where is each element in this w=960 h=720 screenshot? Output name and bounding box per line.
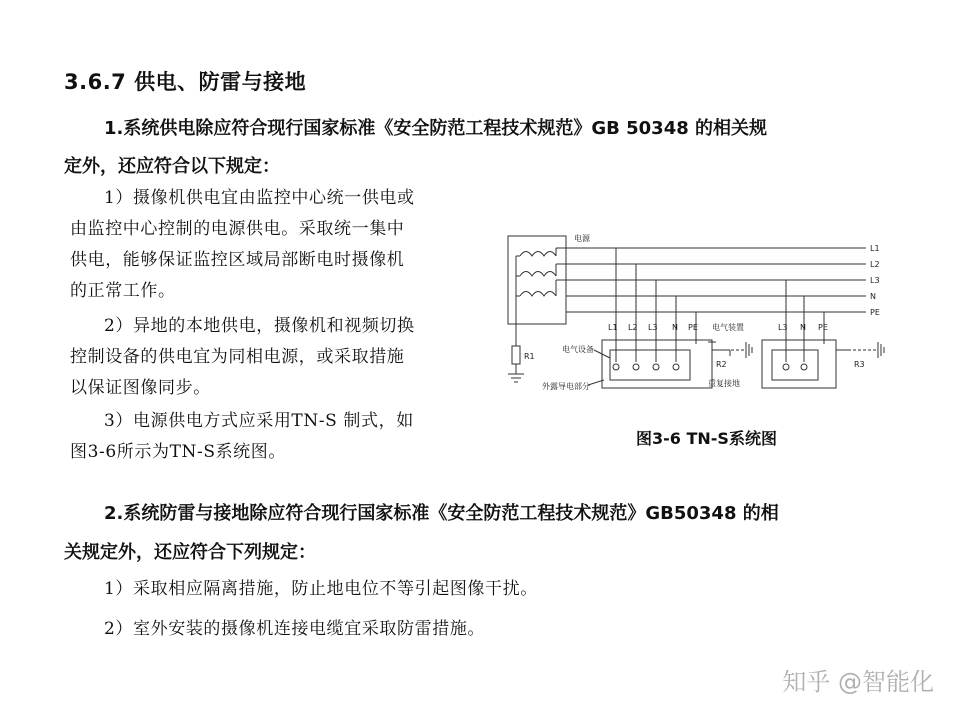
reground-label: 重复接地 bbox=[708, 379, 740, 388]
item2-line2: 关规定外，还应符合下列规定： bbox=[64, 542, 316, 563]
watermark: 知乎 @智能化 bbox=[782, 668, 934, 696]
device1-label-l2: L2 bbox=[628, 323, 638, 332]
ground-r2 bbox=[708, 342, 752, 358]
item2-sub2: 2）室外安装的摄像机连接电缆宜采取防雷措施。 bbox=[104, 619, 486, 639]
item1-line1: 1.系统供电除应符合现行国家标准《安全防范工程技术规范》GB 50348 的相关规 bbox=[104, 118, 768, 139]
device2-outer-box bbox=[762, 340, 836, 388]
figure-caption: 图3-6 TN-S系统图 bbox=[636, 429, 777, 448]
device1-label-l1: L1 bbox=[608, 323, 618, 332]
ground-r3 bbox=[836, 342, 884, 358]
r1-label: R1 bbox=[524, 352, 535, 361]
bus-label-pe: PE bbox=[870, 308, 880, 317]
device2-label-l3: L3 bbox=[778, 323, 788, 332]
device2-terminal bbox=[783, 364, 789, 370]
exposed-part-label: 外露导电部分 bbox=[542, 382, 590, 391]
r3-label: R3 bbox=[854, 360, 865, 369]
item1-sub1-line4: 的正常工作。 bbox=[70, 281, 176, 301]
r2-label: R2 bbox=[716, 360, 727, 369]
item2-line1: 2.系统防雷与接地除应符合现行国家标准《安全防范工程技术规范》GB50348 的相 bbox=[104, 503, 779, 524]
ground-r1 bbox=[508, 324, 524, 382]
bus-label-l2: L2 bbox=[870, 260, 880, 269]
bus-lines bbox=[516, 248, 866, 312]
item1-sub1-line1: 1）摄像机供电宜由监控中心统一供电或 bbox=[104, 188, 415, 208]
item1-sub1-line2: 由监控中心控制的电源供电。采取统一集中 bbox=[70, 219, 405, 239]
transformer-coils bbox=[516, 252, 556, 325]
device-label: 电气设备 bbox=[562, 345, 594, 354]
bus-label-n: N bbox=[870, 292, 876, 301]
device1-label-n: N bbox=[672, 323, 678, 332]
item1-line2: 定外，还应符合以下规定： bbox=[64, 156, 280, 177]
device2-label-n: N bbox=[800, 323, 806, 332]
section-heading: 3.6.7 供电、防雷与接地 bbox=[64, 70, 307, 94]
device1-label-l3: L3 bbox=[648, 323, 658, 332]
tn-s-system-diagram bbox=[498, 222, 898, 402]
item1-sub2-line2: 控制设备的供电宜为同相电源，或采取措施 bbox=[70, 347, 405, 367]
item1-sub2-line1: 2）异地的本地供电，摄像机和视频切换 bbox=[104, 316, 415, 336]
device2-inner-box bbox=[772, 350, 818, 380]
device2-label-pe: PE bbox=[818, 323, 828, 332]
bus-label-l1: L1 bbox=[870, 244, 880, 253]
item1-sub1-line3: 供电，能够保证监控区域局部断电时摄像机 bbox=[70, 250, 405, 270]
device1-terminal bbox=[633, 364, 639, 370]
device1-terminal bbox=[653, 364, 659, 370]
device1-label-pe: PE bbox=[688, 323, 698, 332]
item1-sub3-line1: 3）电源供电方式应采用TN-S 制式，如 bbox=[104, 411, 414, 431]
device2-terminal bbox=[801, 364, 807, 370]
device1-drops bbox=[616, 248, 696, 362]
item1-sub3-line2: 图3-6所示为TN-S系统图。 bbox=[70, 442, 286, 462]
item2-sub1: 1）采取相应隔离措施，防止地电位不等引起图像干扰。 bbox=[104, 579, 538, 599]
device2-label: 电气装置 bbox=[712, 323, 744, 332]
bus-label-l3: L3 bbox=[870, 276, 880, 285]
power-label: 电源 bbox=[574, 234, 590, 243]
item1-sub2-line3: 以保证图像同步。 bbox=[70, 378, 211, 398]
device1-terminal bbox=[673, 364, 679, 370]
device1-terminal bbox=[613, 364, 619, 370]
